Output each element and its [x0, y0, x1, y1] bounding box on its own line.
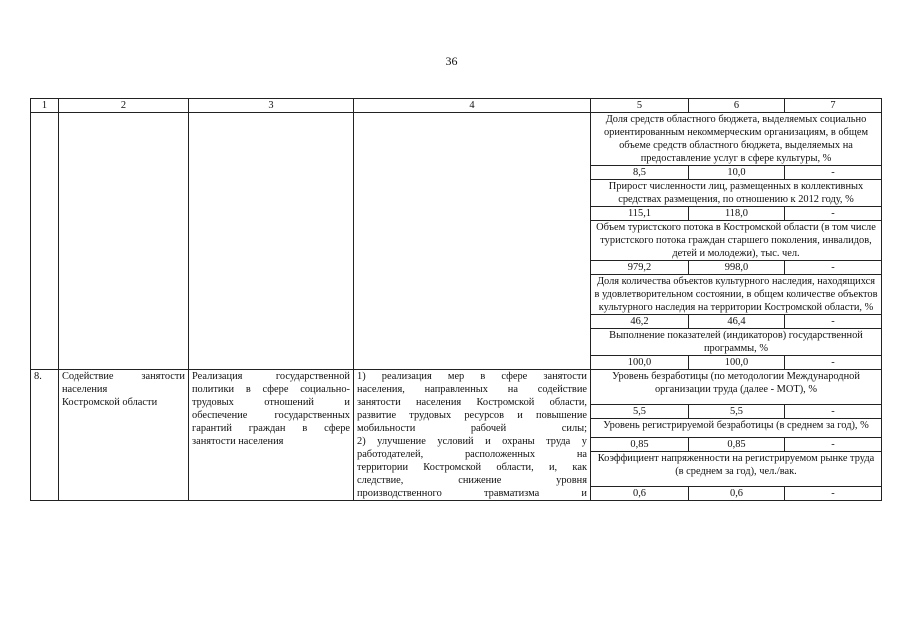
program-goal-line: гарантий граждан в сфере — [192, 423, 350, 434]
program-task-line: территории Костромской области, и, как — [357, 462, 587, 473]
program-name — [59, 370, 189, 501]
program-task-line: населения, направленных на содействие — [357, 384, 587, 395]
indicator-value: 46,2 — [591, 315, 689, 329]
indicator-name: Уровень регистрируемой безработицы (в среднем за год), % — [591, 419, 882, 437]
indicator-value: 100,0 — [591, 356, 689, 370]
indicator-value: 118,0 — [689, 207, 785, 221]
indicator-value: 8,5 — [591, 166, 689, 180]
indicator-value: 10,0 — [689, 166, 785, 180]
indicator-value: 5,5 — [689, 405, 785, 419]
program-goal-line: политики в сфере социально- — [192, 384, 350, 395]
indicator-name: Доля количества объектов культурного наследия, находящихся в удовлетворительном состоянии, в общем количестве объектов культурного наследия на территории Костромской области, % — [591, 275, 882, 315]
program-task-line: занятости населения Костромской области, — [357, 397, 587, 408]
program-task-line: следствие, снижение уровня — [357, 475, 587, 486]
indicator-value: 998,0 — [689, 261, 785, 275]
program-goal — [189, 370, 354, 501]
indicator-value: 0,85 — [689, 437, 785, 451]
indicator-value: 0,85 — [591, 437, 689, 451]
program-name-line: населения — [62, 384, 108, 395]
indicator-value: - — [785, 437, 882, 451]
indicator-name-row — [31, 370, 882, 405]
column-number: 3 — [189, 99, 354, 113]
indicator-value: 46,4 — [689, 315, 785, 329]
continued-cell — [189, 113, 354, 370]
column-number: 5 — [591, 99, 689, 113]
program-task-line: 1) реализация мер в сфере занятости — [357, 371, 587, 382]
program-task-line: работодателей, расположенных на — [357, 449, 587, 460]
indicator-value: 5,5 — [591, 405, 689, 419]
program-goal-line: обеспечение государственных — [192, 410, 350, 421]
indicator-name: Объем туристского потока в Костромской области (в том числе туристского потока граждан старшего поколения, инвалидов, детей и молодежи), тыс. чел. — [591, 221, 882, 261]
indicator-name: Выполнение показателей (индикаторов) государственной программы, % — [591, 329, 882, 356]
program-goal-line: Реализация государственной — [192, 371, 350, 382]
indicator-value: 0,6 — [689, 487, 785, 501]
column-number: 7 — [785, 99, 882, 113]
indicator-name: Коэффициент напряженности на регистрируемом рынке труда (в среднем за год), чел./вак. — [591, 451, 882, 486]
program-tasks — [354, 370, 591, 501]
continued-cell — [31, 113, 59, 370]
program-task-line: производственного травматизма и — [357, 488, 587, 499]
column-number: 2 — [59, 99, 189, 113]
column-number: 1 — [31, 99, 59, 113]
indicator-name: Уровень безработицы (по методологии Международной организации труда (далее - МОТ), % — [591, 370, 882, 405]
indicator-value: - — [785, 166, 882, 180]
indicator-value: 100,0 — [689, 356, 785, 370]
indicator-value: - — [785, 356, 882, 370]
indicator-value: 0,6 — [591, 487, 689, 501]
indicator-name: Прирост численности лиц, размещенных в коллективных средствах размещения, по отношению к 2012 году, % — [591, 180, 882, 207]
indicator-value: - — [785, 405, 882, 419]
continued-cell — [354, 113, 591, 370]
indicator-value: 979,2 — [591, 261, 689, 275]
continued-cell — [59, 113, 189, 370]
column-number-row — [31, 99, 882, 113]
program-goal-line: занятости населения — [192, 436, 284, 447]
program-goal-line: трудовых отношений и — [192, 397, 350, 408]
program-task-line: развитие трудовых ресурсов и повышение — [357, 410, 587, 421]
program-name-line: Костромской области — [62, 397, 158, 408]
row-number: 8. — [31, 370, 59, 501]
indicator-name: Доля средств областного бюджета, выделяемых социально ориентированным некоммерческим организациям, в общем объеме средств областного бюджета, выделяемых на предоставление услуг в сфере культуры, % — [591, 113, 882, 166]
indicator-name-row — [31, 113, 882, 166]
indicator-value: - — [785, 207, 882, 221]
indicator-value: 115,1 — [591, 207, 689, 221]
program-task-line: 2) улучшение условий и охраны труда у — [357, 436, 587, 447]
indicator-value: - — [785, 487, 882, 501]
program-table — [30, 98, 882, 501]
page-number: 36 — [445, 54, 458, 68]
program-task-line: мобильности рабочей силы; — [357, 423, 587, 434]
program-name-line: Содействие занятости — [62, 371, 185, 382]
column-number: 4 — [354, 99, 591, 113]
column-number: 6 — [689, 99, 785, 113]
indicator-value: - — [785, 315, 882, 329]
indicator-value: - — [785, 261, 882, 275]
